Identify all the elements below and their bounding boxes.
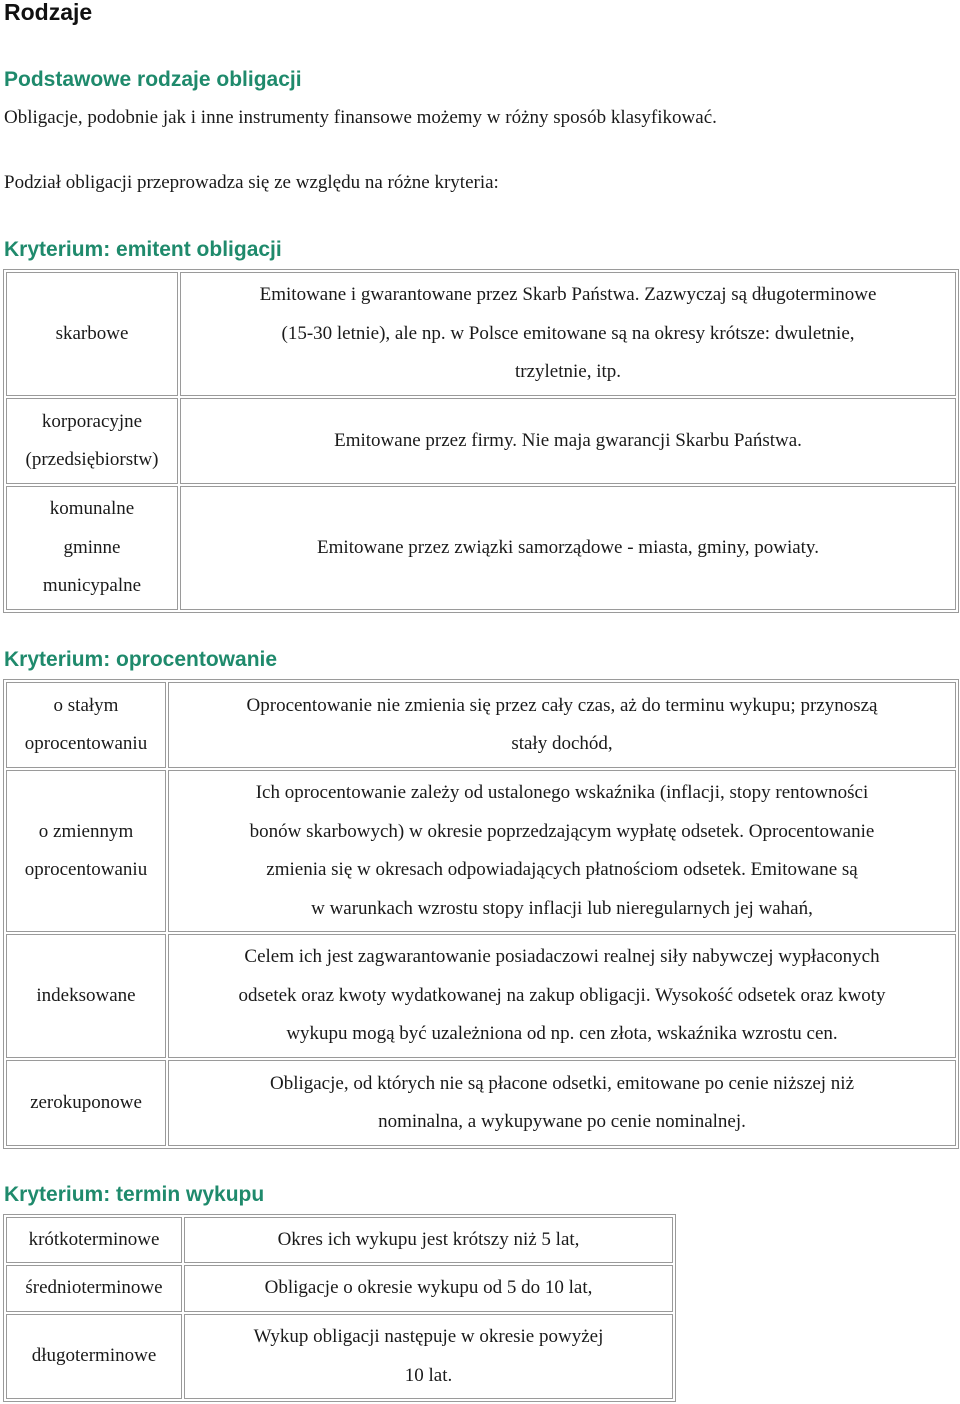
description-cell [168, 1060, 956, 1146]
maturity-table [3, 1214, 676, 1402]
bond-type-cell [6, 272, 178, 396]
bond-type-cell [6, 770, 166, 932]
description-line: odsetek oraz kwoty wydatkowanej na zakup obligacji. Wysokość odsetek oraz kwoty [238, 984, 886, 1006]
description-line: Emitowane i gwarantowane przez Skarb Państwa. Zazwyczaj są długoterminowe [259, 284, 877, 306]
table-row [6, 272, 956, 396]
section-heading-basic-types: Podstawowe rodzaje obligacji [4, 68, 302, 91]
bond-type-line: o zmiennym [38, 820, 134, 842]
description-line: Emitowane przez firmy. Nie maja gwarancji Skarbu Państwa. [334, 429, 802, 451]
description-line: nominalna, a wykupywane po cenie nominalnej. [378, 1111, 746, 1132]
bond-type-cell [6, 1060, 166, 1146]
bond-type-cell [6, 682, 166, 768]
maturity-table-body [6, 1217, 673, 1399]
description-line: wykupu mogą być uzależniona od np. cen złota, wskaźnika wzrostu cen. [286, 1023, 838, 1045]
table-row [6, 398, 956, 484]
description-line: Wykup obligacji następuje w okresie powyżej [253, 1326, 604, 1347]
issuer-table-body [6, 272, 956, 610]
table-row [6, 934, 956, 1058]
bond-type-line: oprocentowaniu [24, 859, 148, 880]
bond-type-cell [6, 486, 178, 610]
description-cell [184, 1314, 673, 1399]
page-title: Rodzaje [4, 0, 93, 25]
bond-type-line: indeksowane [36, 984, 136, 1006]
bond-type-line: o stałym [53, 694, 119, 716]
table-row [6, 486, 956, 610]
section-heading-maturity: Kryterium: termin wykupu [4, 1183, 265, 1206]
bond-type-cell [6, 934, 166, 1058]
description-line: Ich oprocentowanie zależy od ustalonego wskaźnika (inflacji, stopy rentowności [255, 782, 869, 803]
bond-type-line: długoterminowe [31, 1345, 157, 1367]
bond-type-cell [6, 1217, 182, 1263]
description-line: Obligacje o okresie wykupu od 5 do 10 lat, [264, 1277, 593, 1299]
bond-type-line: krótkoterminowe [28, 1228, 160, 1250]
bond-type-cell [6, 1265, 182, 1312]
description-cell [180, 486, 956, 610]
bond-type-line: komunalne [49, 498, 135, 520]
description-line: trzyletnie, itp. [514, 361, 622, 383]
issuer-table [3, 269, 959, 613]
description-cell [180, 272, 956, 396]
description-cell [168, 934, 956, 1058]
description-line: Emitowane przez związki samorządowe - miasta, gminy, powiaty. [317, 536, 819, 558]
bond-type-line: średnioterminowe [25, 1277, 163, 1299]
bond-type-cell [6, 398, 178, 484]
table-row [6, 1265, 673, 1312]
bond-type-line: (przedsiębiorstw) [25, 449, 159, 470]
section-heading-interest: Kryterium: oprocentowanie [4, 648, 278, 671]
table-row [6, 770, 956, 932]
description-line: (15-30 letnie), ale np. w Polsce emitowane są na okresy krótsze: dwuletnie, [281, 322, 855, 344]
table-row [6, 1217, 673, 1263]
description-line: Celem ich jest zagwarantowanie posiadaczowi realnej siły nabywczej wypłaconych [244, 946, 880, 968]
bond-type-line: oprocentowaniu [24, 733, 148, 754]
interest-table-body [6, 682, 956, 1146]
description-line: bonów skarbowych) w okresie poprzedzającym wypłatę odsetek. Oprocentowanie [249, 820, 875, 842]
interest-table [3, 679, 959, 1149]
table-row [6, 682, 956, 768]
description-line: Oprocentowanie nie zmienia się przez cały czas, aż do terminu wykupu; przynoszą [246, 694, 878, 716]
table-row [6, 1060, 956, 1146]
description-cell [184, 1265, 673, 1312]
description-line: Obligacje, od których nie są płacone odsetki, emitowane po cenie niższej niż [269, 1072, 855, 1094]
description-line: zmienia się w okresach odpowiadających płatnościom odsetek. Emitowane są [266, 859, 858, 880]
description-line: w warunkach wzrostu stopy inflacji lub nieregularnych jej wahań, [311, 897, 813, 919]
description-cell [168, 770, 956, 932]
bond-type-line: zerokuponowe [30, 1091, 142, 1113]
description-cell [184, 1217, 673, 1263]
table-row [6, 1314, 673, 1399]
intro-paragraph: Obligacje, podobnie jak i inne instrumenty finansowe możemy w różny sposób klasyfikować. [4, 107, 717, 128]
description-line: Okres ich wykupu jest krótszy niż 5 lat, [277, 1228, 580, 1250]
description-cell [168, 682, 956, 768]
description-cell [180, 398, 956, 484]
bond-type-line: skarbowe [55, 322, 129, 344]
criteria-paragraph: Podział obligacji przeprowadza się ze względu na różne kryteria: [4, 172, 499, 193]
section-heading-issuer: Kryterium: emitent obligacji [4, 238, 282, 261]
bond-type-cell [6, 1314, 182, 1399]
description-line: 10 lat. [404, 1364, 453, 1386]
bond-type-line: gminne [63, 536, 121, 558]
description-line: stały dochód, [511, 733, 613, 754]
bond-type-line: korporacyjne [41, 410, 143, 432]
bond-type-line: municypalne [42, 575, 142, 597]
